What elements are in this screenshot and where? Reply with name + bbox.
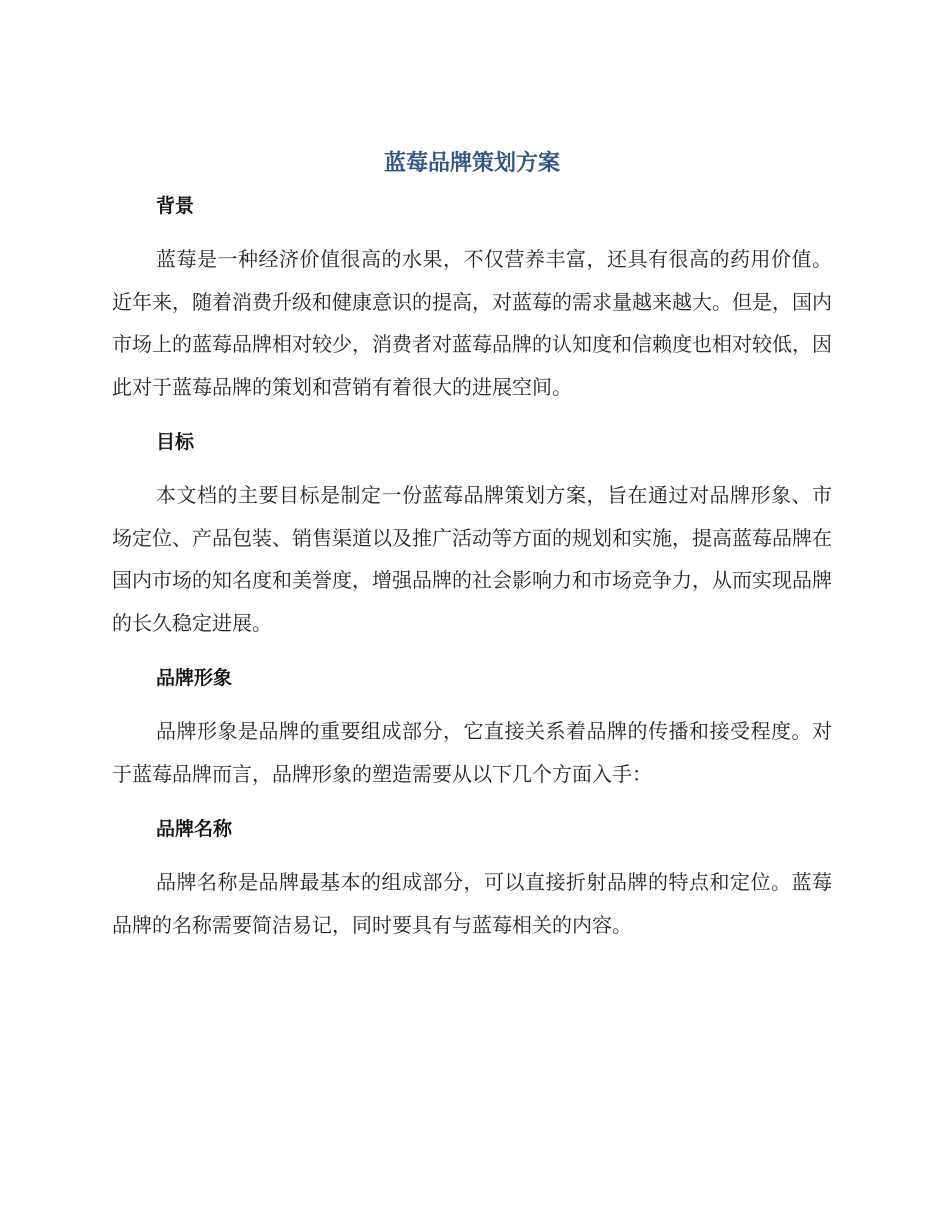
document-title: 蓝莓品牌策划方案 <box>383 151 560 176</box>
section-paragraph: 品牌名称是品牌最基本的组成部分，可以直接折射品牌的特点和定位。蓝莓品牌的名称需要简洁易记，同时要具有与蓝莓相关的内容。 <box>112 870 832 937</box>
section-heading: 品牌形象 <box>156 667 233 689</box>
section-heading: 品牌名称 <box>156 818 233 840</box>
section-goal <box>112 422 832 658</box>
section-heading: 目标 <box>156 431 195 453</box>
document-content <box>112 142 832 946</box>
section-paragraph: 本文档的主要目标是制定一份蓝莓品牌策划方案，旨在通过对品牌形象、市场定位、产品包装、销售渠道以及推广活动等方面的规划和实施，提高蓝莓品牌在国内市场的知名度和美誉度，增强品牌的社会影响力和市场竞争力，从而实现品牌的长久稳定进展。 <box>112 483 832 635</box>
section-background <box>112 186 832 422</box>
section-paragraph: 品牌形象是品牌的重要组成部分，它直接关系着品牌的传播和接受程度。对于蓝莓品牌而言，品牌形象的塑造需要从以下几个方面入手： <box>112 719 832 786</box>
section-paragraph: 蓝莓是一种经济价值很高的水果，不仅营养丰富，还具有很高的药用价值。近年来，随着消费升级和健康意识的提高，对蓝莓的需求量越来越大。但是，国内市场上的蓝莓品牌相对较少，消费者对蓝莓品牌的认知度和信赖度也相对较低，因此对于蓝莓品牌的策划和营销有着很大的进展空间。 <box>112 247 832 399</box>
section-heading: 背景 <box>156 195 195 217</box>
section-brand-name <box>112 809 832 946</box>
section-brand-image <box>112 658 832 809</box>
